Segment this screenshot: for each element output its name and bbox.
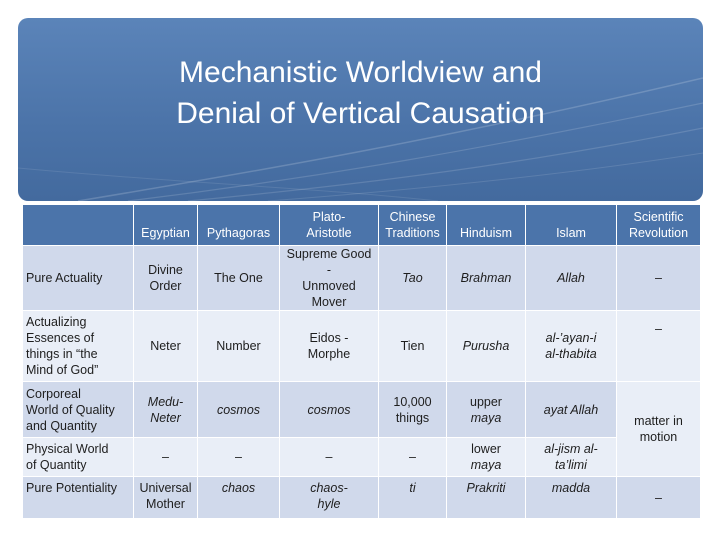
cell-line: and Quantity [26,418,97,433]
cell-plato: – [280,438,379,477]
cell-pythagoras: Number [198,311,280,382]
table-row [23,438,701,477]
cell-line: Neter [150,410,181,425]
cell-line: matter in [634,414,683,428]
cell-line: Actualizing [26,315,87,329]
header-plato-line1: Plato- [312,210,346,224]
cell-line: 10,000 [393,394,432,409]
header-hinduism: Hinduism [447,205,526,246]
cell-egyptian [134,246,198,311]
cell-line: chaos- [310,481,348,495]
cell-line: Eidos - [309,331,349,345]
cell-line: maya [470,458,502,472]
cell-line: Mother [146,497,185,511]
cell-pythagoras: cosmos [198,382,280,438]
cell-egyptian [134,382,198,438]
cell-line: Essences of [26,331,95,345]
cell-plato: cosmos [280,382,379,438]
table-row [23,477,701,519]
cell-hinduism: Purusha [447,311,526,382]
cell-islam [526,311,617,382]
row-label-pure-potentiality: Pure Potentiality [23,477,134,519]
cell-line: Unmoved [302,279,356,293]
title-line-2: Denial of Vertical Causation [176,97,545,130]
header-sci-line1: Scientific [633,210,684,224]
row-label-physical-world [23,438,134,477]
cell-islam [526,438,617,477]
cell-line: Divine [148,263,183,277]
row-label-actualizing-essences [23,311,134,382]
cell-chinese: – [379,438,447,477]
cell-egyptian: Neter [134,311,198,382]
cell-hinduism: Prakriti [447,477,526,519]
cell-plato [280,311,379,382]
cell-pythagoras: – [198,438,280,477]
header-blank [23,205,134,246]
cell-hinduism: Brahman [447,246,526,311]
header-sci-line2: Revolution [628,226,689,240]
cell-chinese: ti [379,477,447,519]
cell-line: al-jism al- [544,442,598,456]
cell-line: of Quantity [26,458,87,472]
cell-plato [280,246,379,311]
cell-scientific: – [617,477,701,519]
table-row [23,311,701,382]
cell-line: things [395,410,430,425]
cell-line: maya [470,410,502,425]
cell-line: Medu- [147,394,184,409]
cell-islam: Allah [526,246,617,311]
cell-line: Universal [139,481,192,495]
cell-line: things in “the [26,347,98,361]
causation-table [22,204,701,519]
header-chinese-line1: Chinese [389,210,436,224]
cell-egyptian: – [134,438,198,477]
page-title [18,52,703,134]
table-row [23,246,701,311]
cell-line: Mover [311,295,347,309]
cell-islam: madda [526,477,617,519]
cell-hinduism [447,382,526,438]
cell-plato [280,477,379,519]
cell-line: Corporeal [26,386,81,401]
cell-chinese: Tao [379,246,447,311]
cell-line: Supreme Good - [286,247,372,277]
row-label-pure-actuality: Pure Actuality [23,246,134,311]
cell-line: al-’ayan-i [545,331,597,345]
cell-scientific: – [617,246,701,311]
header-chinese-traditions [379,205,447,246]
cell-line: World of Quality [26,402,115,417]
header-egyptian: Egyptian [134,205,198,246]
header-pythagoras: Pythagoras [198,205,280,246]
cell-line: Physical World [26,442,109,456]
cell-scientific: – [617,311,701,382]
cell-pythagoras: chaos [198,477,280,519]
cell-line: upper [470,394,502,409]
title-banner [18,18,703,201]
cell-line: lower [471,442,501,456]
header-plato-line2: Aristotle [306,226,352,240]
cell-line: Mind of God” [26,363,99,377]
title-line-1: Mechanistic Worldview and [179,56,542,89]
cell-chinese: Tien [379,311,447,382]
cell-line: hyle [317,497,341,511]
cell-line: ta’limi [555,458,587,472]
cell-line: al-thabita [545,347,597,361]
cell-line: motion [639,430,678,444]
cell-pythagoras: The One [198,246,280,311]
cell-line: Order [149,279,182,293]
cell-line: Morphe [307,347,351,361]
header-islam: Islam [526,205,617,246]
cell-islam: ayat Allah [526,382,617,438]
cell-egyptian [134,477,198,519]
table-header-row [23,205,701,246]
row-label-corporeal-world [23,382,134,438]
cell-scientific-merged [617,382,701,477]
table-row [23,382,701,438]
cell-hinduism [447,438,526,477]
header-plato-aristotle [280,205,379,246]
header-scientific-revolution [617,205,701,246]
cell-chinese [379,382,447,438]
header-chinese-line2: Traditions [385,226,440,240]
